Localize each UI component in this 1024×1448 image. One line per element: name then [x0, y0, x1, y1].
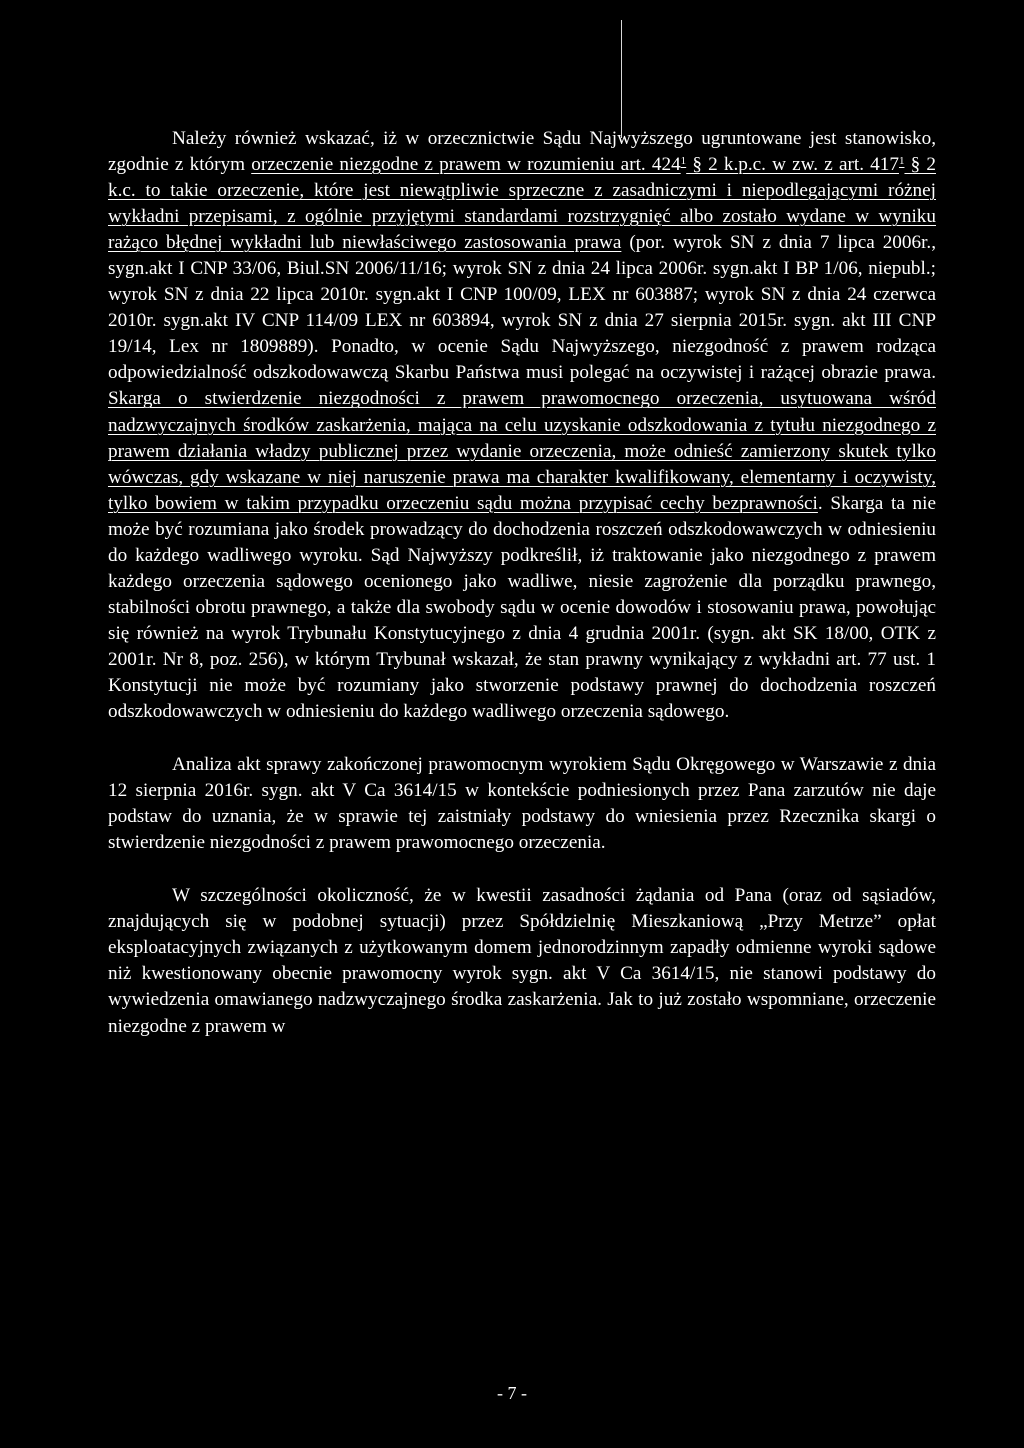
underlined-text: § 2 k.c. to takie orzeczenie, które jest niewątpliwie sprzeczne z zasadniczymi i niepodlegającymi różnej wykładni przepisami, z ogólnie przyjętymi standardami rozstrzygnięć albo zostało wydane w wyniku rażąco błędnej wykładni lub niewłaściwego zastosowania prawa: [108, 154, 937, 254]
page-number: - 7 -: [497, 1383, 527, 1403]
fold-line: [621, 20, 622, 138]
text-segment: Należy również wskazać, iż w orzecznictwie Sądu Najwyższego ugruntowane jest stanowisko, zgodnie z którym: [108, 128, 936, 176]
text-segment: . Skarga ta nie może być rozumiana jako środek prowadzący do dochodzenia roszczeń odszkodowawczych w odniesieniu do każdego wadliwego wyroku. Sąd Najwyższy podkreślił, iż traktowanie jako niezgodnego z prawem każdego orzeczenia sądowego ocenionego jako wadliwe, niesie zagrożenie dla porządku prawnego, stabilności obrotu prawnego, a także dla swobody sądu w ocenie dowodów i stosowaniu prawa, powołując się również na wyrok Trybunału Konstytucyjnego z dnia 4 grudnia 2001r. (sygn. akt SK 18/00, OTK z 2001r. Nr 8, poz. 256), w którym Trybunał wskazał, że stan prawny wynikający z wykładni art. 77 ust. 1 Konstytucji nie może być rozumiany jako stworzenie podstawy prawnej do dochodzenia roszczeń odszkodowawczych w odniesieniu do każdego wadliwego orzeczenia sądowego.: [108, 492, 936, 723]
paragraph-2: [108, 752, 936, 856]
underlined-text: § 2 k.p.c. w zw. z art. 417: [686, 154, 899, 176]
underlined-text: orzeczenie niezgodne z prawem w rozumieniu art. 424: [251, 154, 681, 176]
text-segment: (por. wyrok SN z dnia 7 lipca 2006r., sygn.akt I CNP 33/06, Biul.SN 2006/11/16; wyrok SN z dnia 24 lipca 2006r. sygn.akt I BP 1/06, niepubl.; wyrok SN z dnia 22 lipca 2010r. sygn.akt I CNP 100/09, LEX nr 603887; wyrok SN z dnia 24 czerwca 2010r. sygn.akt IV CNP 114/09 LEX nr 603894, wyrok SN z dnia 27 sierpnia 2015r. sygn. akt III CNP 19/14, Lex nr 1809889). Ponadto, w ocenie Sądu Najwyższego, niezgodność z prawem rodząca odpowiedzialność odszkodowawczą Skarbu Państwa musi polegać na oczywistej i rażącej obrazie prawa.: [108, 232, 936, 384]
paragraph-1: [108, 126, 936, 725]
document-body: [108, 126, 936, 1040]
text-segment: W szczególności okoliczność, że w kwestii zasadności żądania od Pana (oraz od sąsiadów, znajdujących się w podobnej sytuacji) przez Spółdzielnię Mieszkaniową „Przy Metrze” opłat eksploatacyjnych związanych z użytkowanym domem jednorodzinnym zapadły odmienne wyroki sądowe niż kwestionowany obecnie prawomocny wyrok sygn. akt V Ca 3614/15, nie stanowi podstawy do wywiedzenia omawianego nadzwyczajnego środka zaskarżenia. Jak to już zostało wspomniane, orzeczenie niezgodne z prawem w: [108, 885, 936, 1037]
paragraph-3: [108, 883, 936, 1039]
underlined-text: Skarga o stwierdzenie niezgodności z prawem prawomocnego orzeczenia, usytuowana wśród nadzwyczajnych środków zaskarżenia, mająca na celu uzyskanie odszkodowania z tytułu niezgodnego z prawem działania władzy publicznej przez wydanie orzeczenia, może odnieść zamierzony skutek tylko wówczas, gdy wskazane w niej naruszenie prawa ma charakter kwalifikowany, elementarny i oczywisty, tylko bowiem w takim przypadku orzeczeniu sądu można przypisać cechy bezprawności: [108, 388, 936, 514]
superscript: 1: [680, 155, 687, 168]
superscript: 1: [898, 155, 905, 168]
text-segment: Analiza akt sprawy zakończonej prawomocnym wyrokiem Sądu Okręgowego w Warszawie z dnia 12 sierpnia 2016r. sygn. akt V Ca 3614/15 w kontekście podniesionych przez Pana zarzutów nie daje podstaw do uznania, że w sprawie tej zaistniały podstawy do wniesienia przez Rzecznika skargi o stwierdzenie niezgodności z prawem prawomocnego orzeczenia.: [108, 754, 936, 854]
